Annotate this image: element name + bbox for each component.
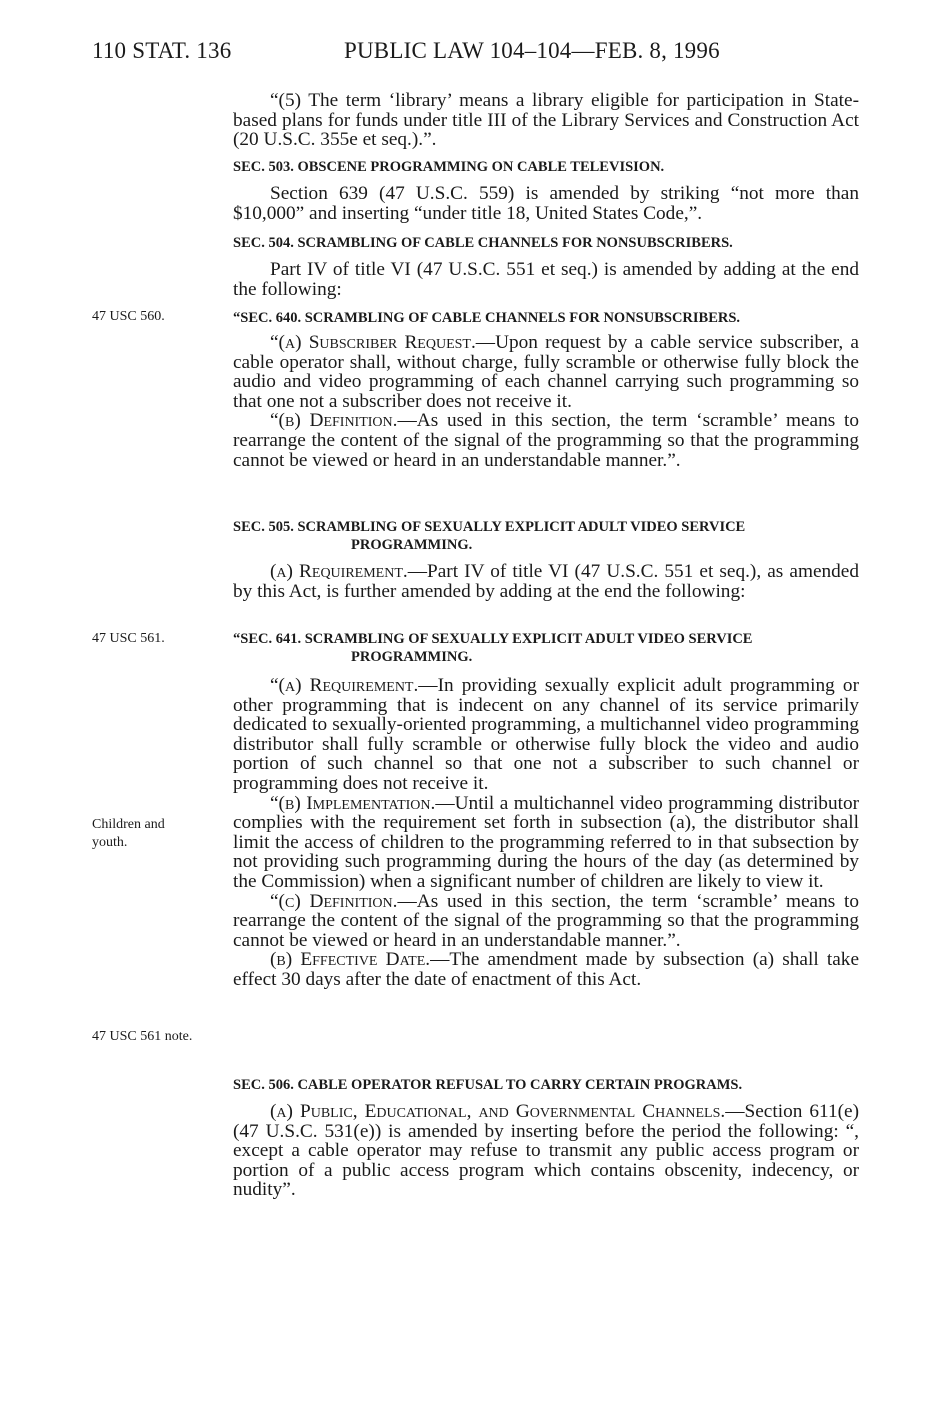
subsection-b-heading: “(b) Definition.	[270, 410, 398, 432]
body-library	[233, 91, 859, 150]
subsection-a-heading: “(a) Requirement.	[270, 675, 419, 696]
body-sec-503	[233, 158, 859, 223]
subsection-a-text: —Part IV of title VI (47 U.S.C. 551 et seq.), as amended by this Act, is further amended by adding at the end the following:	[233, 561, 859, 602]
section-640-subsection-a	[233, 333, 859, 411]
section-504-text: Part IV of title VI (47 U.S.C. 551 et seq.) is amended by adding at the end the following:	[233, 259, 859, 300]
subsection-b-heading: “(b) Implementation.	[270, 792, 436, 814]
body-sec-640	[233, 309, 859, 470]
body-sec-505	[233, 518, 859, 601]
section-503-text: Section 639 (47 U.S.C. 559) is amended by striking “not more than $10,000” and inserting “under title 18, United States Code,”.	[233, 183, 859, 224]
margin-note-47-usc-560: 47 USC 560.	[92, 309, 165, 324]
section-641-subsection-c	[233, 892, 859, 951]
section-505-subsection-b	[233, 950, 859, 989]
section-506-heading: SEC. 506. CABLE OPERATOR REFUSAL TO CARRY CERTAIN PROGRAMS.	[233, 1077, 743, 1093]
section-641-heading: “SEC. 641. SCRAMBLING OF SEXUALLY EXPLICIT ADULT VIDEO SERVICE PROGRAMMING.	[233, 631, 753, 665]
section-504-heading: SEC. 504. SCRAMBLING OF CABLE CHANNELS FOR NONSUBSCRIBERS.	[233, 235, 733, 251]
margin-note-47-usc-561-note: 47 USC 561 note.	[92, 1029, 193, 1044]
body-sec-641	[233, 630, 859, 990]
section-506-subsection-a	[233, 1102, 859, 1200]
subsection-a-text: —Section 611(e) (47 U.S.C. 531(e)) is amended by inserting before the period the following: “, except a cable operator may refuse to transmit any public access program or portion of a public access program which contains obscenity, indecency, or nudity”.	[233, 1101, 859, 1201]
subsection-c-heading: “(c) Definition.	[270, 890, 398, 912]
body-sec-504	[233, 234, 859, 299]
statute-page-number: 110 STAT. 136	[92, 38, 232, 63]
subsection-a-text: —Upon request by a cable service subscriber, a cable operator shall, without charge, fully scramble or otherwise fully block the audio and video programming of each channel carrying such programming so that one not a subscriber does not receive it.	[233, 332, 859, 412]
section-505-heading: SEC. 505. SCRAMBLING OF SEXUALLY EXPLICIT ADULT VIDEO SERVICE PROGRAMMING.	[233, 519, 746, 553]
subsection-b-text: —The amendment made by subsection (a) shall take effect 30 days after the date of enactment of this Act.	[233, 949, 860, 990]
section-641-subsection-a	[233, 676, 859, 794]
section-503-heading: SEC. 503. OBSCENE PROGRAMMING ON CABLE TELEVISION.	[233, 159, 665, 175]
subsection-b-text: —Until a multichannel video programming distributor complies with the requirement set forth in subsection (a), the distributor shall limit the access of children to the programming referred to in that subsection by not providing such programming during the hours of the day (as determined by the Commission) when a significant number of children are likely to view it.	[233, 792, 860, 892]
subsection-a-heading: “(a) Subscriber Request.	[270, 332, 476, 353]
subsection-a-heading: (a) Requirement.	[270, 561, 408, 582]
margin-note-47-usc-561: 47 USC 561.	[92, 631, 165, 646]
section-640-heading: “SEC. 640. SCRAMBLING OF CABLE CHANNELS FOR NONSUBSCRIBERS.	[233, 310, 741, 326]
section-640-subsection-b	[233, 411, 859, 470]
paragraph-library-definition: “(5) The term ‘library’ means a library eligible for participation in State-based plans for funds under title III of the Library Services and Construction Act (20 U.S.C. 355e et seq.).”.	[233, 90, 859, 151]
section-505-subsection-a	[233, 562, 859, 601]
section-641-subsection-b	[233, 794, 859, 892]
margin-note-children-youth: Children and youth.	[92, 817, 165, 850]
subsection-b-heading: (b) Effective Date.	[270, 949, 431, 971]
subsection-a-heading: (a) Public, Educational, and Governmental Channels.	[270, 1101, 726, 1122]
subsection-b-text: —As used in this section, the term ‘scramble’ means to rearrange the content of the signal of the programming so that the programming cannot be viewed or heard in an understandable manner.”.	[233, 410, 860, 471]
subsection-c-text: —As used in this section, the term ‘scramble’ means to rearrange the content of the signal of the programming so that the programming cannot be viewed or heard in an understandable manner.”.	[233, 890, 860, 951]
subsection-a-text: —In providing sexually explicit adult programming or other programming that is indecent on any channel of its service primarily dedicated to sexually-oriented programming, a multichannel video programming distributor shall fully scramble or otherwise fully block the video and audio portion of such channel so that one not a subscriber to such channel or programming does not receive it.	[233, 675, 859, 794]
body-sec-506	[233, 1076, 859, 1200]
public-law-citation: PUBLIC LAW 104–104—FEB. 8, 1996	[344, 38, 720, 63]
